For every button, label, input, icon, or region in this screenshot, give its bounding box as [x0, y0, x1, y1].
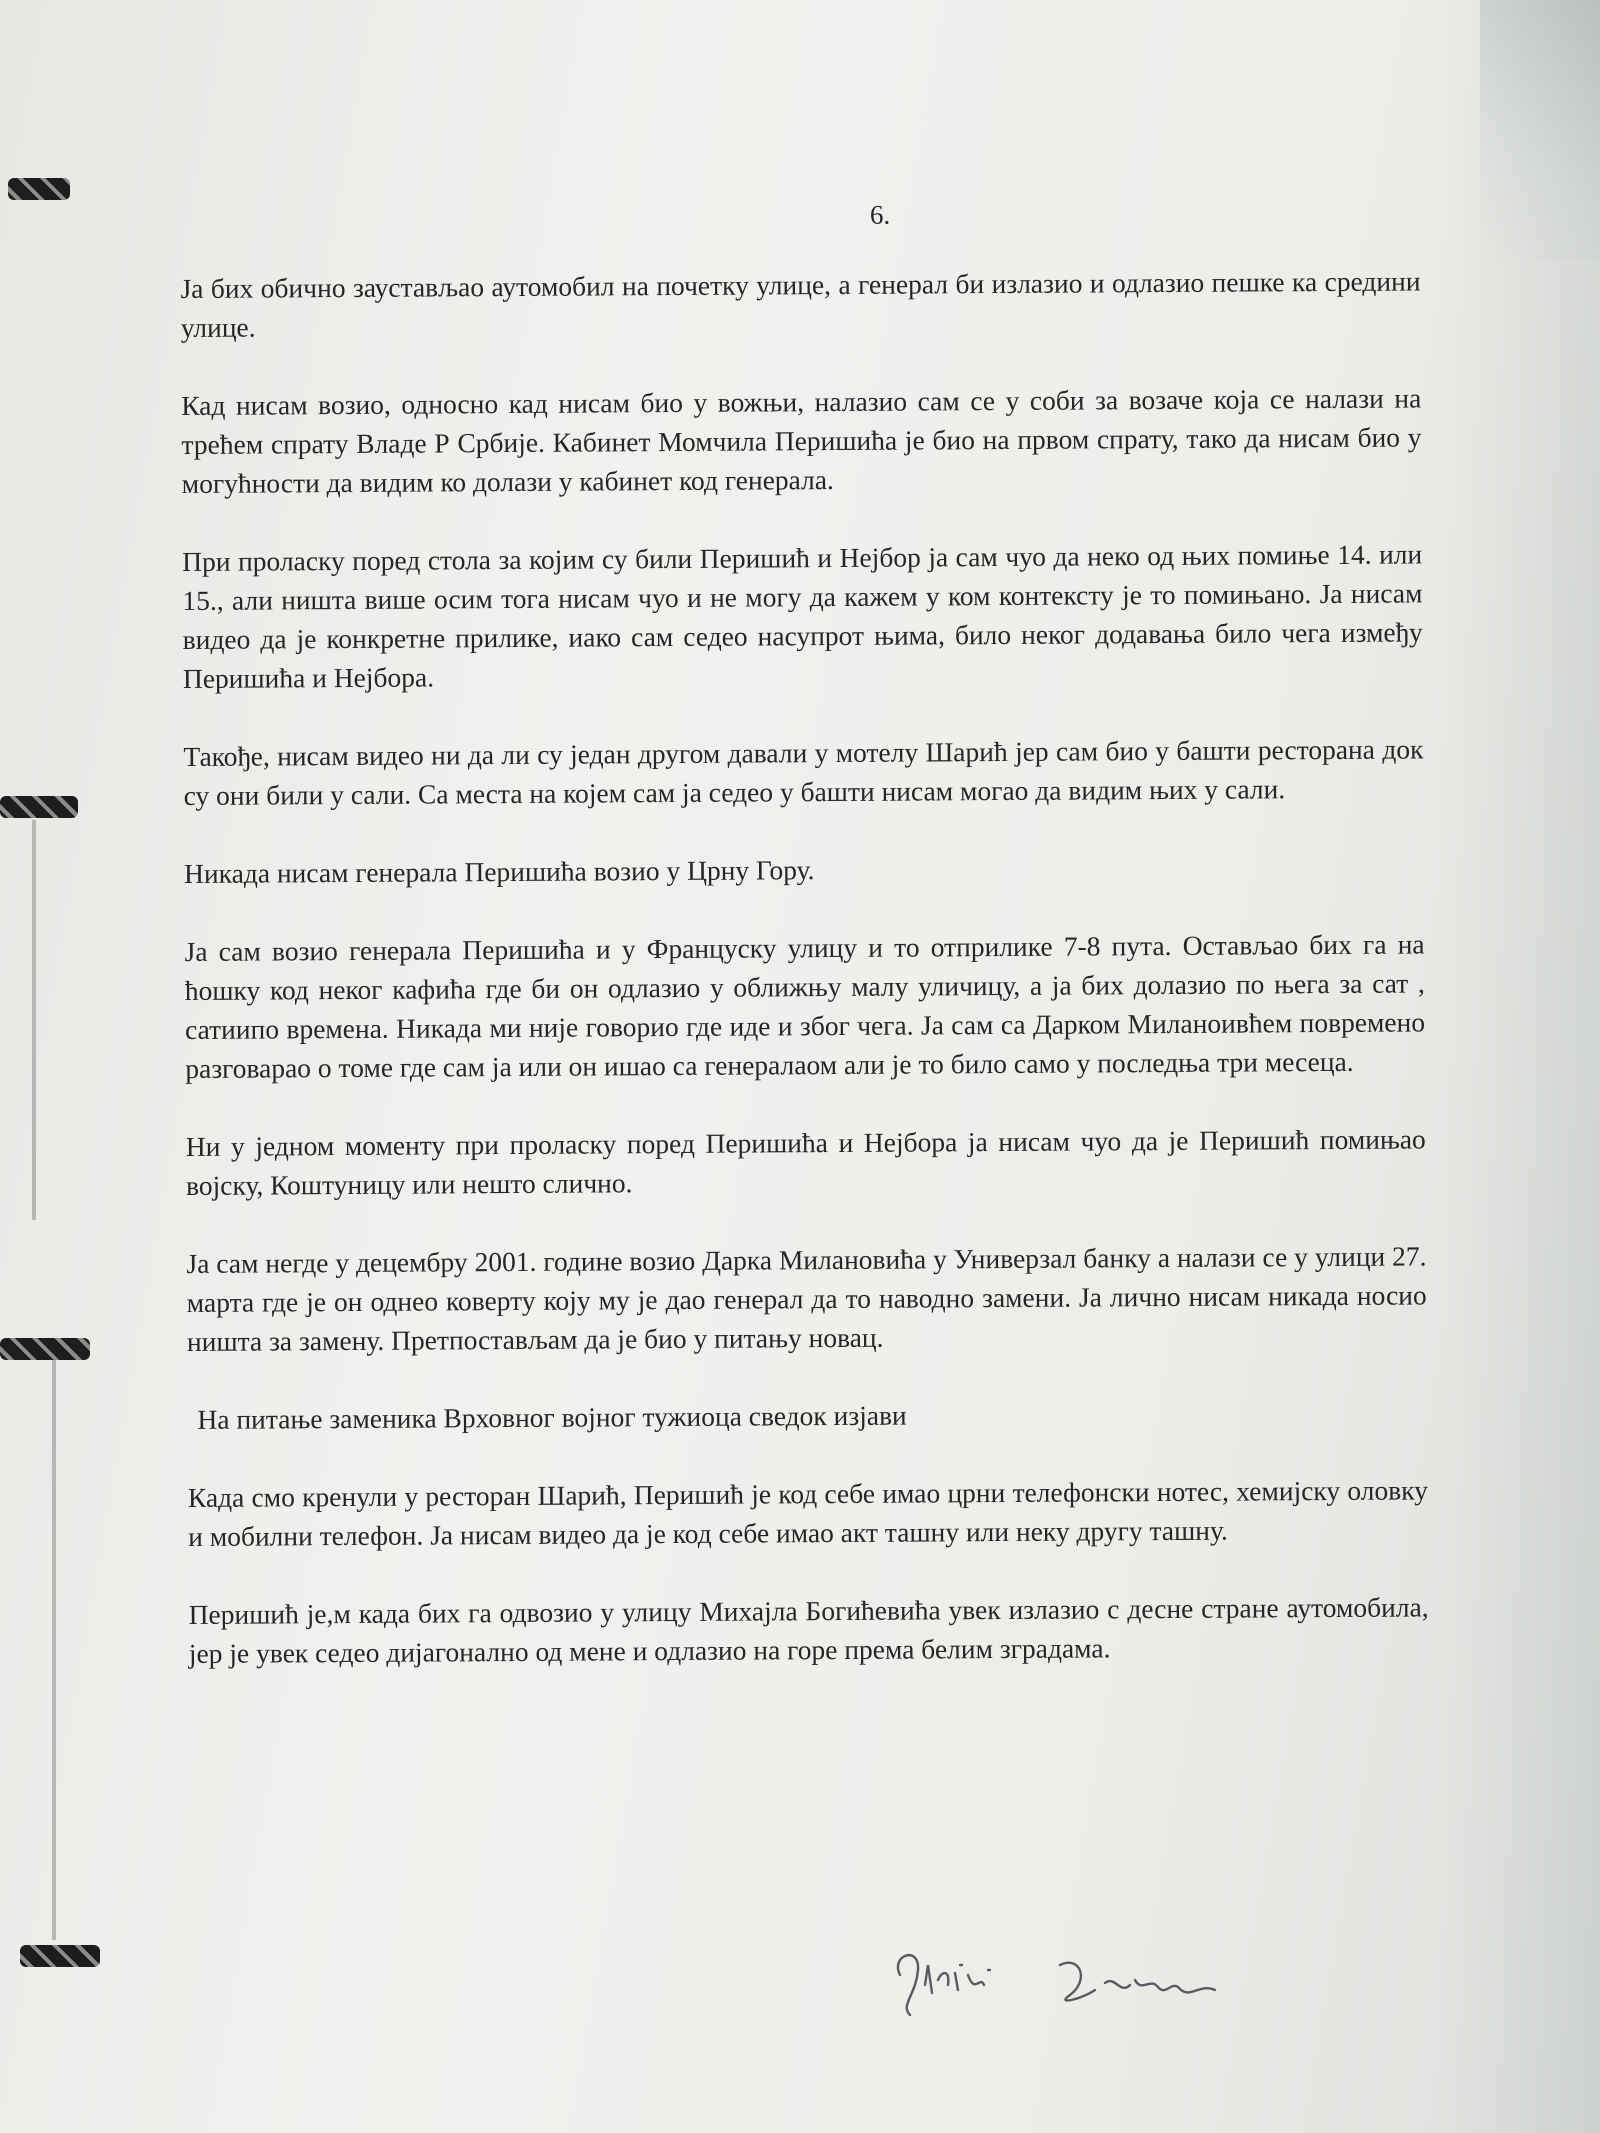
paragraph: Ја сам возио генерала Перишића и у Француску улицу и то отприлике 7-8 пута. Остављао бих га на ћошку код неког кафића где би он одлазио у оближњу малу уличицу, а ја бих долазио по њега за сат , сатиипо времена. Никада ми није говорио где иде и због чега. Ја сам са Дарком Миланоивћем повремено разговарао о томе где сам ја или он ишао са генералаом али је то било само у последња три месеца.: [184, 928, 1426, 1084]
binding-stitch: [0, 1338, 90, 1360]
paragraph: При проласку поред стола за којим су били Перишић и Нејбор ја сам чуо да неко од њих помиње 14. или 15., али ништа више осим тога нисам чуо и не могу да кажем у ком контексту је то помињано. Ја нисам видео да је конкретне прилике, иако сам седео насупрот њима, било неког додавања било чега између Перишића и Нејбора.: [182, 538, 1423, 694]
paragraph: Перишић је,м када бих га одвозио у улицу Михајла Богићевића увек излазио с десне стране аутомобила, јер је увек седео дијагонално од мене и одлазио на горе према белим зградама.: [188, 1591, 1429, 1669]
paragraph: Када смо кренули у ресторан Шарић, Перишић је код себе имао црни телефонски нотес, хемијску оловку и мобилни телефон. Ја нисам видео да је код себе имао акт ташну или неку другу ташну.: [187, 1474, 1428, 1552]
signature-image: [880, 1935, 1340, 2025]
paragraph: Никада нисам генерала Перишића возио у Црну Гору.: [184, 854, 815, 889]
binding-line: [32, 820, 36, 1220]
paragraph: Ни у једном моменту при проласку поред Перишића и Нејбора ја нисам чуо да је Перишић помињао војску, Коштуницу или нешто слично.: [185, 1123, 1426, 1201]
document-page: [180, 192, 1429, 1712]
binding-stitch: [8, 178, 70, 200]
paragraph: Ја сам негде у децембру 2001. године возио Дарка Милановића у Универзал банку а налази се у улици 27. марта где је он однео коверту коју му је дао генерал да то наводно замени. Ја лично нисам никада носио ништа за замену. Претпостављам да је био у питању новац.: [186, 1240, 1427, 1357]
handwritten-signature: [880, 1935, 1340, 2025]
section-heading: На питање заменика Врховног војног тужиоца сведок изјави: [197, 1399, 907, 1435]
paragraph: Такође, нисам видео ни да ли су један другом давали у мотелу Шарић јер сам био у башти ресторана док су они били у сали. Са места на којем сам ја седео у башти нисам могао да видим њих у сали.: [183, 733, 1424, 811]
binding-thread: [0, 0, 110, 2133]
binding-line: [52, 1360, 56, 1940]
paragraph: Ја бих обично заустављао аутомобил на почетку улице, а генерал би излазио и одлазио пешке ка средини улице.: [180, 265, 1421, 343]
page-shadow: [1440, 0, 1600, 2133]
paragraph: Кад нисам возио, односно кад нисам био у вожњи, налазио сам се у соби за возаче која се налази на трећем спрату Владе Р Србије. Кабинет Момчила Перишића је био на првом спрату, тако да нисам био у могућности да видим ко долази у кабинет код генерала.: [181, 382, 1422, 499]
page-number: 6.: [869, 199, 891, 230]
binding-stitch: [0, 796, 78, 818]
binding-stitch: [20, 1945, 100, 1967]
